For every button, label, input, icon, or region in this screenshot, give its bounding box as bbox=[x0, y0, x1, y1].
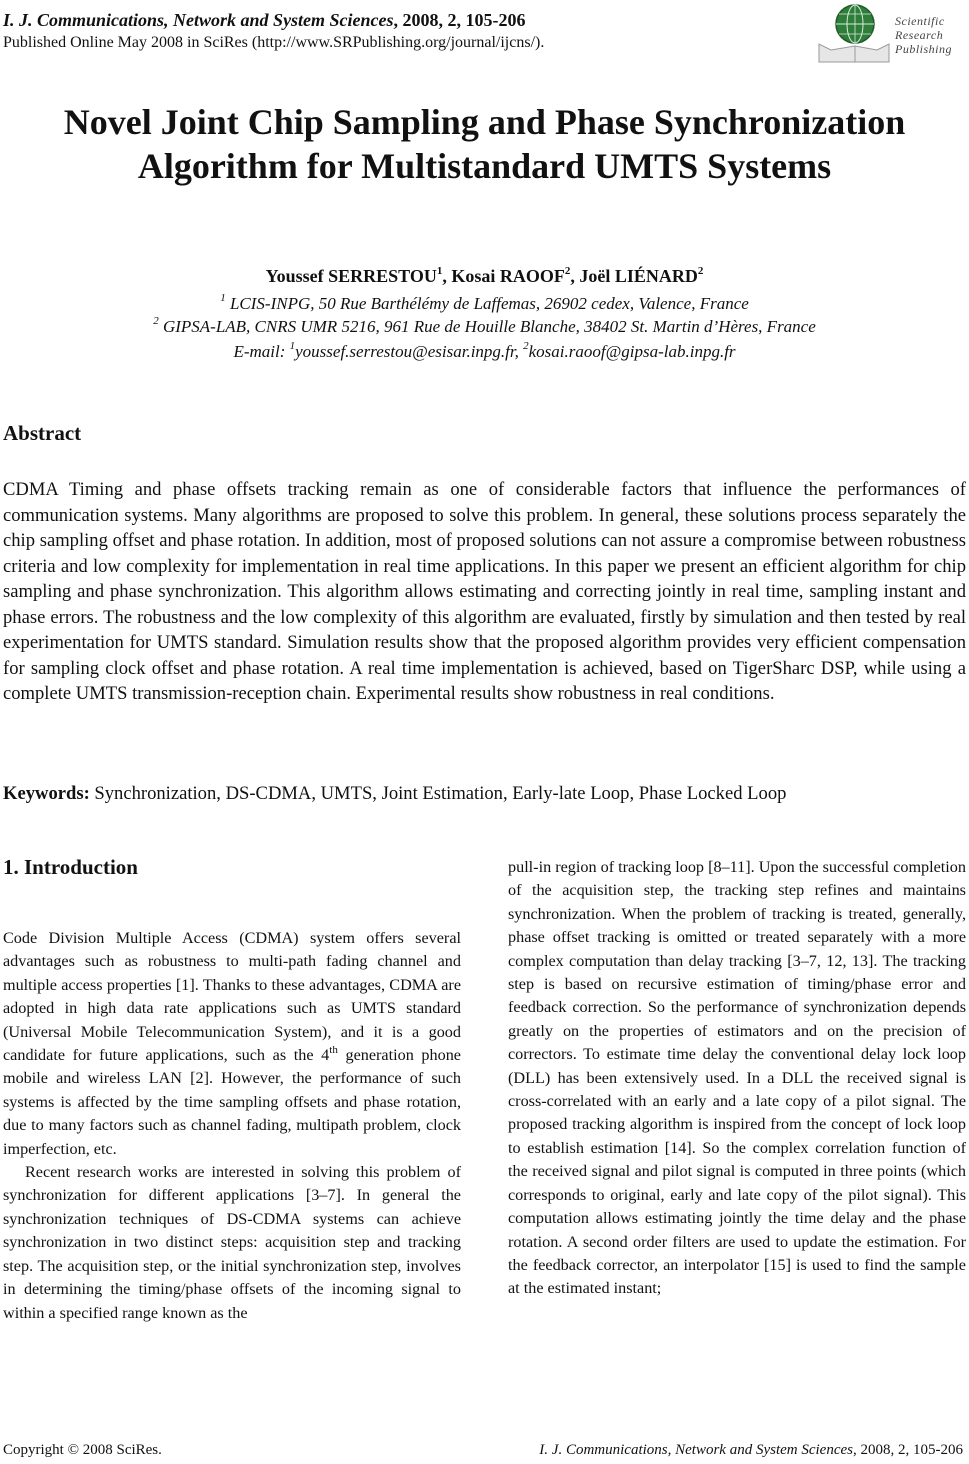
author-affil-marker: 2 bbox=[564, 265, 571, 277]
affiliation-text: LCIS-INPG, 50 Rue Barthélémy de Laffemas, 26902 cedex, Valence, France bbox=[229, 294, 749, 313]
right-column bbox=[508, 856, 966, 1301]
left-column bbox=[3, 927, 461, 1325]
footer-journal-name: I. J. Communications, Network and System Sciences bbox=[539, 1442, 853, 1458]
journal-citation bbox=[3, 8, 793, 32]
affiliation-2 bbox=[0, 316, 969, 338]
logo-text-line: Publishing bbox=[895, 42, 953, 56]
email-marker: 2 bbox=[523, 340, 529, 353]
paragraph bbox=[3, 927, 461, 1161]
author-affil-marker: 2 bbox=[697, 265, 704, 277]
abstract-text: CDMA Timing and phase offsets tracking remain as one of considerable factors that influence the performances of communication systems. Many algorithms are proposed to solve this problem. In general, these solutions process separately the chip sampling offset and phase rotation. In addition, most of proposed solutions can not assure a compromise between robustness criteria and low complexity for implementation in real time applications. In this paper we present an efficient algorithm for chip sampling and phase synchronization. This algorithm allows estimating and correcting jointly in real time, sampling instant and phase errors. The robustness and the low complexity of this algorithm are evaluated, firstly by simulation and then tested by real experimentation for UMTS standard. Simulation results show that the proposed algorithm provides very efficient compensation for sampling clock offset and phase rotation. A real time implementation is achieved, based on TigerSharc DSP, while using a complete UMTS transmission-reception chain. Experimental results show robustness in real conditions. bbox=[3, 479, 966, 704]
paragraph: pull-in region of tracking loop [8–11]. Upon the successful completion of the acquisition step, the tracking step refines and maintains synchronization. When the problem of tracking is treated, generally, phase offset tracking is omitted or treated separately with a more complex computation than delay tracking [3–7, 12, 13]. The tracking step is based on recursive estimation of timing/phase error and feedback correction. So the performance of synchronization depends greatly on the properties of estimators and on the precision of correctors. To estimate time delay the conventional delay lock loop (DLL) has been extensively used. In a DLL the received signal is cross-correlated with an early and a late copy of a pilot signal. The proposed tracking algorithm is inspired from the concept of lock loop to establish estimation [14]. So the complex correlation function of the received signal and pilot signal is computed in three points (which corresponds to original, early and late copy of the pilot signal). This computation allows estimating jointly the time delay and the phase rotation. A second order filters are used to update the estimation. For the feedback corrector, an interpolator [15] is used to find the sample at the estimated instant; bbox=[508, 858, 966, 1298]
paragraph-text: generation phone mobile and wireless LAN [2]. However, the performance of such systems is affected by the time sampling offsets and phase rotation, due to many factors such as channel fading, multipath problem, clock imperfection, etc. bbox=[3, 1046, 461, 1158]
section-heading-introduction: 1. Introduction bbox=[3, 855, 138, 879]
published-online-line: Published Online May 2008 in SciRes (http://www.SRPublishing.org/journal/ijcns/). bbox=[3, 34, 545, 51]
author-affil-marker: 1 bbox=[436, 265, 443, 277]
email-label: E-mail: bbox=[233, 342, 290, 361]
email-line bbox=[0, 341, 969, 363]
email-address: kosai.raoof@gipsa-lab.inpg.fr bbox=[528, 342, 736, 361]
journal-name: I. J. Communications, Network and System Sciences bbox=[3, 10, 394, 30]
journal-header bbox=[3, 8, 793, 54]
journal-issue: , 2008, 2, 105-206 bbox=[393, 10, 526, 30]
superscript: th bbox=[329, 1043, 338, 1056]
affil-marker: 2 bbox=[153, 315, 159, 328]
keywords-label: Keywords: bbox=[3, 783, 90, 804]
keywords-text: Synchronization, DS-CDMA, UMTS, Joint Estimation, Early-late Loop, Phase Locked Loop bbox=[89, 783, 787, 804]
footer-journal-issue: , 2008, 2, 105-206 bbox=[853, 1442, 963, 1458]
abstract-heading: Abstract bbox=[3, 421, 82, 445]
paper-title bbox=[0, 100, 969, 188]
author-name: Youssef SERRESTOU bbox=[265, 266, 437, 286]
title-line: Novel Joint Chip Sampling and Phase Synchronization bbox=[63, 102, 906, 142]
author-list: Youssef SERRESTOU$^1$, Kosai RAOOF$^2$, Joël LIÉNARD$^2$ bbox=[265, 265, 704, 286]
logo-text-line: Research bbox=[895, 28, 944, 42]
globe-book-icon bbox=[815, 0, 893, 66]
title-line: Algorithm for Multistandard UMTS Systems bbox=[137, 146, 832, 186]
email-marker: 1 bbox=[289, 340, 296, 353]
email-address: youssef.serrestou@esisar.inpg.fr, bbox=[295, 342, 524, 361]
paragraph-text: Code Division Multiple Access (CDMA) system offers several advantages such as robustness to multi-path fading channel and multiple access properties [1]. Thanks to these advantages, CDMA are adopted in high data rate applications such as UMTS standard (Universal Mobile Telecommunication System), and it is a good candidate for future applications, such as the 4 bbox=[3, 929, 461, 1065]
affiliation-1 bbox=[0, 293, 969, 315]
publisher-logo-text bbox=[895, 14, 952, 56]
affiliation-text: GIPSA-LAB, CNRS UMR 5216, 961 Rue de Houille Blanche, 38402 St. Martin d’Hères, France bbox=[162, 317, 816, 336]
footer-citation bbox=[539, 1442, 963, 1459]
paragraph: Recent research works are interested in solving this problem of synchronization for different applications [3–7]. In general the synchronization techniques of DS-CDMA systems can achieve synchronization in two distinct steps: acquisition step and tracking step. The acquisition step, or the initial synchronization step, involves in determining the timing/phase offsets of the incoming signal to within a specified range known as the bbox=[3, 1163, 461, 1322]
logo-text-line: Scientific bbox=[895, 14, 945, 28]
publisher-logo bbox=[815, 0, 965, 66]
author-name: Joël LIÉNARD bbox=[579, 266, 698, 286]
affil-marker: 1 bbox=[220, 292, 226, 305]
keywords bbox=[3, 781, 966, 806]
footer-copyright: Copyright © 2008 SciRes. bbox=[3, 1442, 162, 1458]
author-name: Kosai RAOOF bbox=[451, 266, 565, 286]
